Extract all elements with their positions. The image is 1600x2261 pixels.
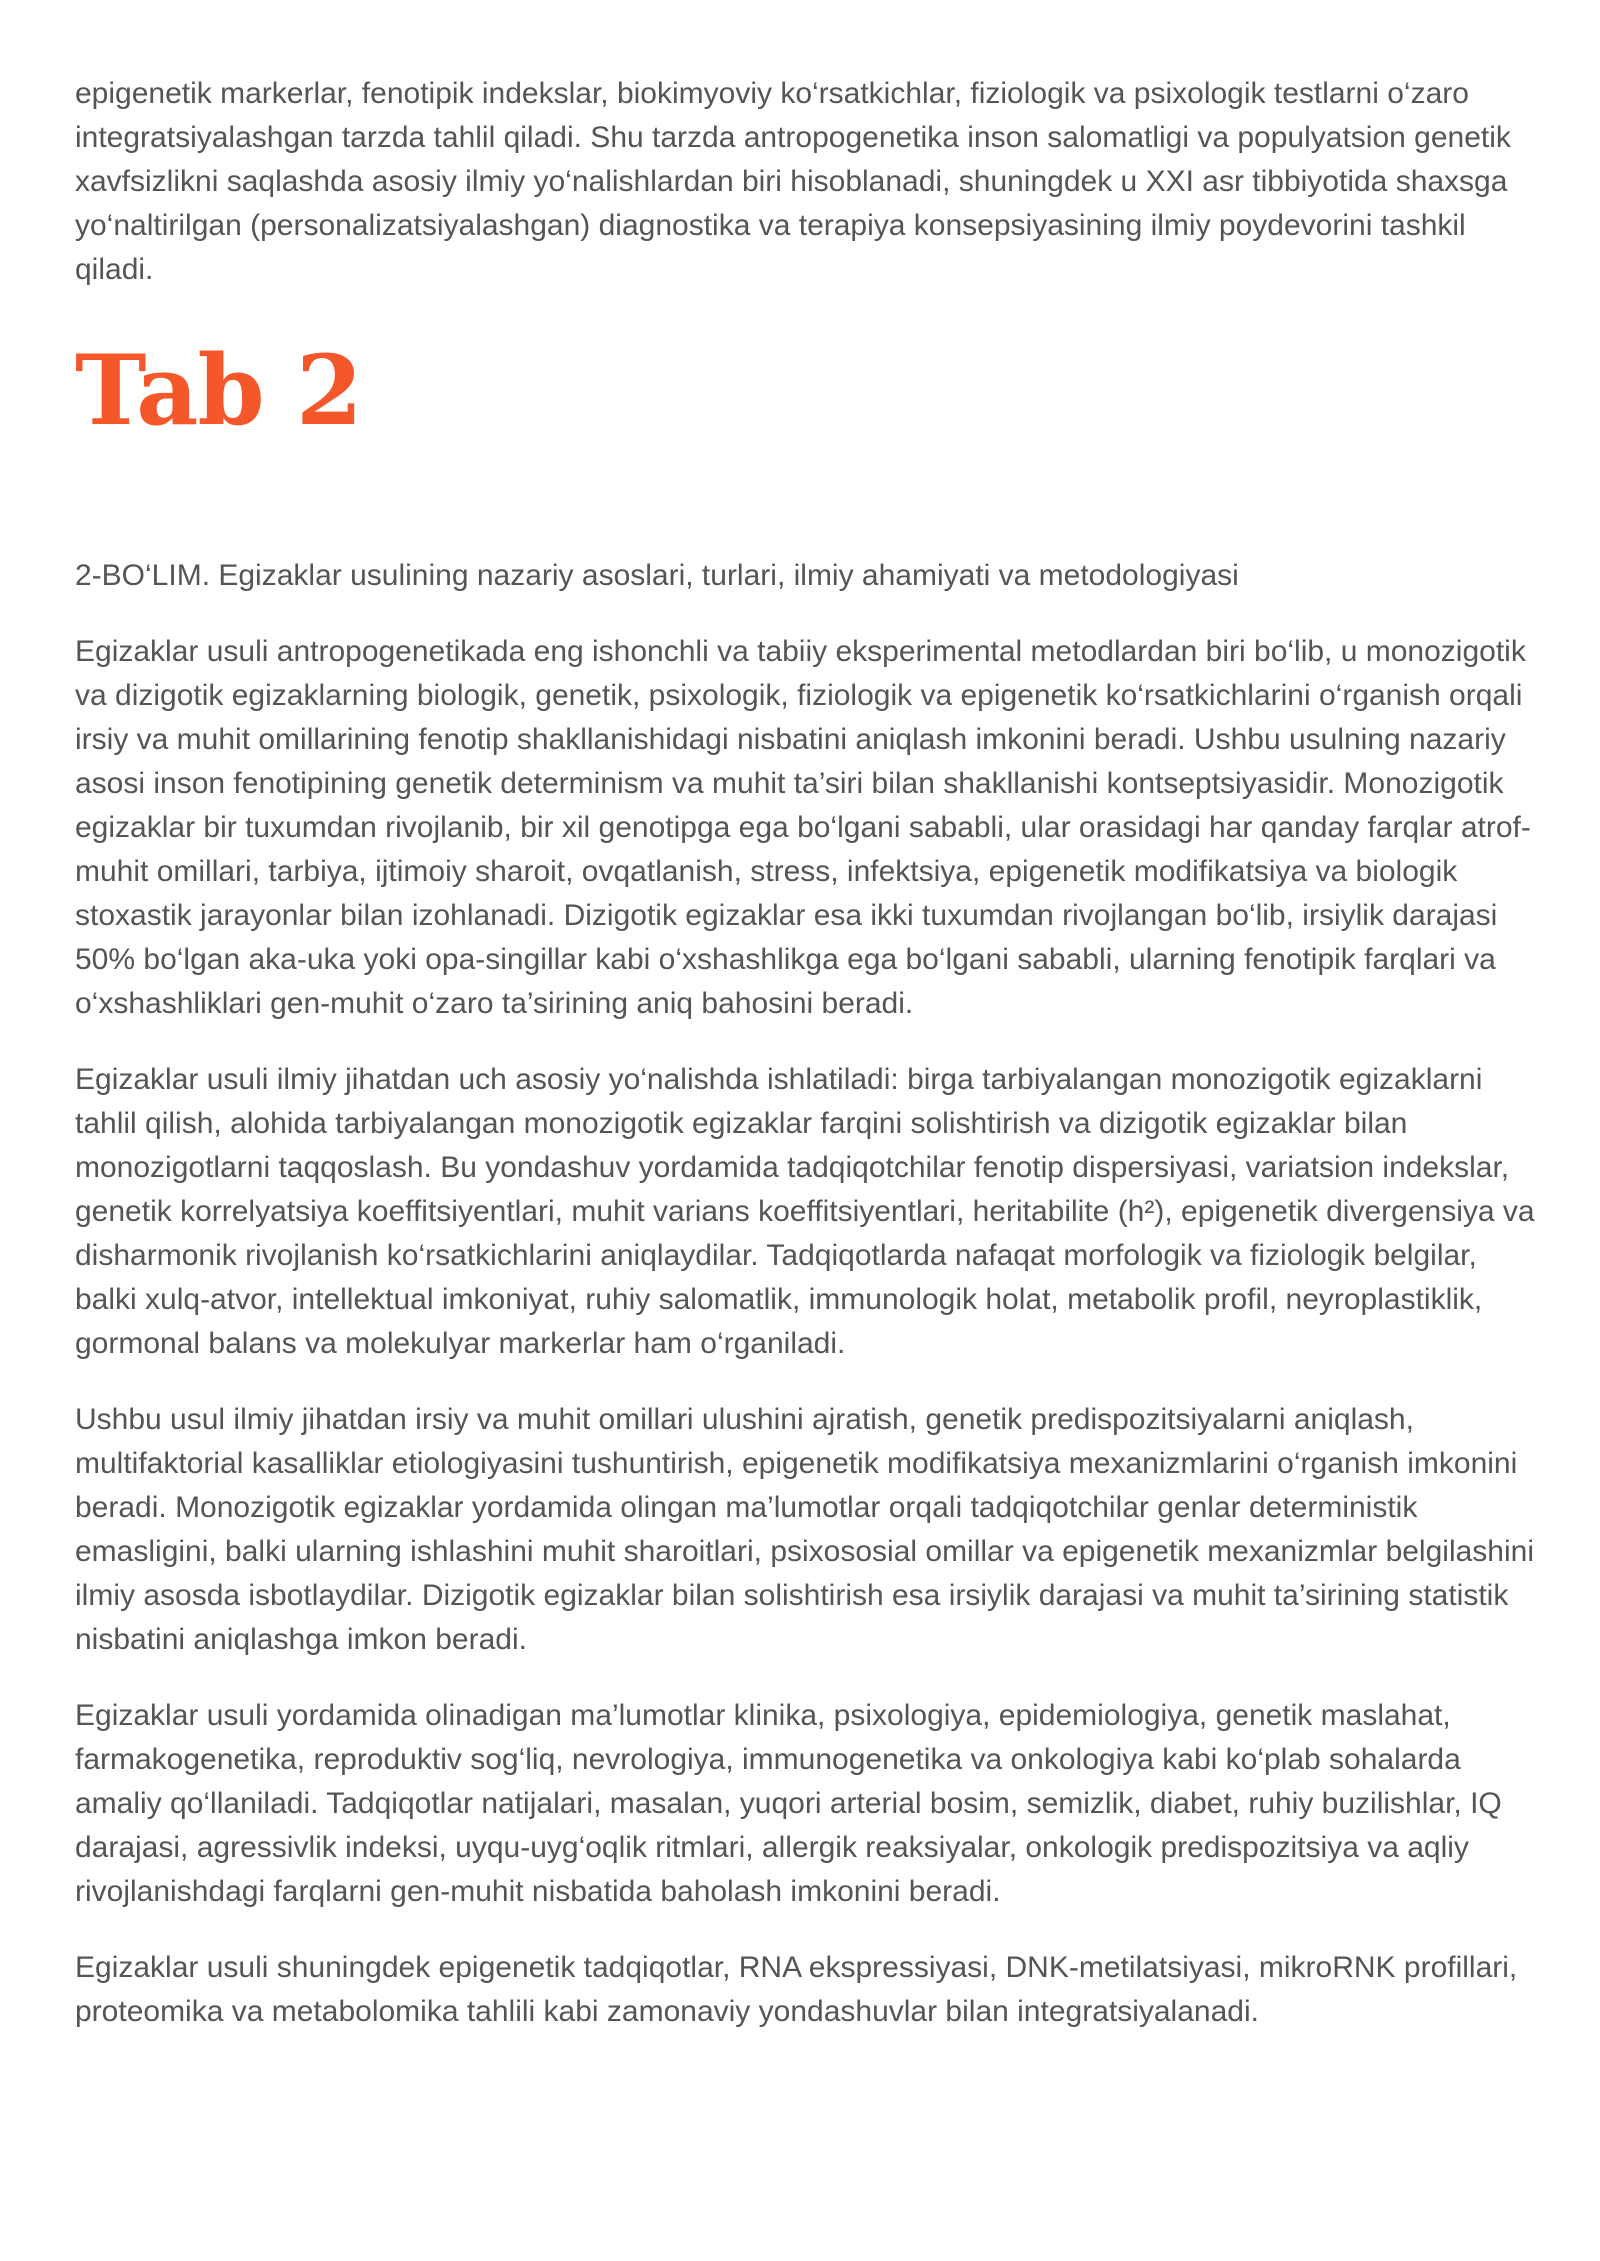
section-title: 2-BO‘LIM. Egizaklar usulining nazariy asoslari, turlari, ilmiy ahamiyati va metodologiyasi [75,559,1239,592]
body-paragraph-4: Egizaklar usuli yordamida olinadigan ma’lumotlar klinika, psixologiya, epidemiologiya, genetik maslahat, farmakogenetika, reproduktiv sog‘liq, nevrologiya, immunogenetika va onkologiya kabi ko‘plab sohalarda amaliy qo‘llaniladi. Tadqiqotlar natijalari, masalan, yuqori arterial bosim, semizlik, diabet, ruhiy buzilishlar, IQ darajasi, agressivlik indeksi, uyqu-uyg‘oqlik ritmlari, allergik reaksiyalar, onkologik predispozitsiya va aqliy rivojlanishdagi farqlarni gen-muhit nisbatida baholash imkonini beradi. [75,1699,1502,1908]
body-paragraph-2: Egizaklar usuli ilmiy jihatdan uch asosiy yo‘nalishda ishlatiladi: birga tarbiyalangan monozigotik egizaklarni tahlil qilish, alohida tarbiyalangan monozigotik egizaklar farqini solishtirish va dizigotik egizaklar bilan monozigotlarni taqqoslash. Bu yondashuv yordamida tadqiqotchilar fenotip dispersiyasi, variatsion indekslar, genetik korrelyatsiya koeffitsiyentlari, muhit varians koeffitsiyentlari, heritabilite (h²), epigenetik divergensiya va disharmonik rivojlanish ko‘rsatkichlarini aniqlaydilar. Tadqiqotlarda nafaqat morfologik va fiziologik belgilar, balki xulq-atvor, intellektual imkoniyat, ruhiy salomatlik, immunologik holat, metabolik profil, neyroplastiklik, gormonal balans va molekulyar markerlar ham o‘rganiladi. [75,1063,1535,1360]
tab-heading: Tab 2 [75,334,362,447]
body-paragraph-3: Ushbu usul ilmiy jihatdan irsiy va muhit omillari ulushini ajratish, genetik predispozitsiyalarni aniqlash, multifaktorial kasalliklar etiologiyasini tushuntirish, epigenetik modifikatsiya mexanizmlarini o‘rganish imkonini beradi. Monozigotik egizaklar yordamida olingan ma’lumotlar orqali tadqiqotchilar genlar deterministik emasligini, balki ularning ishlashini muhit sharoitlari, psixososial omillar va epigenetik mexanizmlar belgilashini ilmiy asosda isbotlaydilar. Dizigotik egizaklar bilan solishtirish esa irsiylik darajasi va muhit ta’sirining statistik nisbatini aniqlashga imkon beradi. [75,1403,1534,1656]
intro-paragraph: epigenetik markerlar, fenotipik indekslar, biokimyoviy ko‘rsatkichlar, fiziologik va psixologik testlarni o‘zaro integratsiyalashgan tarzda tahlil qiladi. Shu tarzda antropogenetika inson salomatligi va populyatsion genetik xavfsizlikni saqlashda asosiy ilmiy yo‘nalishlardan biri hisoblanadi, shuningdek u XXI asr tibbiyotida shaxsga yo‘naltirilgan (personalizatsiyalashgan) diagnostika va terapiya konsepsiyasining ilmiy poydevorini tashkil qiladi. [75,77,1511,286]
body-paragraph-1: Egizaklar usuli antropogenetikada eng ishonchli va tabiiy eksperimental metodlardan biri bo‘lib, u monozigotik va dizigotik egizaklarning biologik, genetik, psixologik, fiziologik va epigenetik ko‘rsatkichlarini o‘rganish orqali irsiy va muhit omillarining fenotip shakllanishidagi nisbatini aniqlash imkonini beradi. Ushbu usulning nazariy asosi inson fenotipining genetik determinism va muhit ta’siri bilan shakllanishi kontseptsiyasidir. Monozigotik egizaklar bir tuxumdan rivojlanib, bir xil genotipga ega bo‘lgani sababli, ular orasidagi har qanday farqlar atrof-muhit omillari, tarbiya, ijtimoiy sharoit, ovqatlanish, stress, infektsiya, epigenetik modifikatsiya va biologik stoxastik jarayonlar bilan izohlanadi. Dizigotik egizaklar esa ikki tuxumdan rivojlangan bo‘lib, irsiylik darajasi 50% bo‘lgan aka-uka yoki opa-singillar kabi o‘xshashlikga ega bo‘lgani sababli, ularning fenotipik farqlari va o‘xshashliklari gen-muhit o‘zaro ta’sirining aniq bahosini beradi. [75,635,1531,1020]
body-paragraph-5: Egizaklar usuli shuningdek epigenetik tadqiqotlar, RNA ekspressiyasi, DNK-metilatsiyasi, mikroRNK profillari, proteomika va metabolomika tahlili kabi zamonaviy yondashuvlar bilan integratsiyalanadi. [75,1951,1518,2028]
document-page [75,72,1535,2034]
